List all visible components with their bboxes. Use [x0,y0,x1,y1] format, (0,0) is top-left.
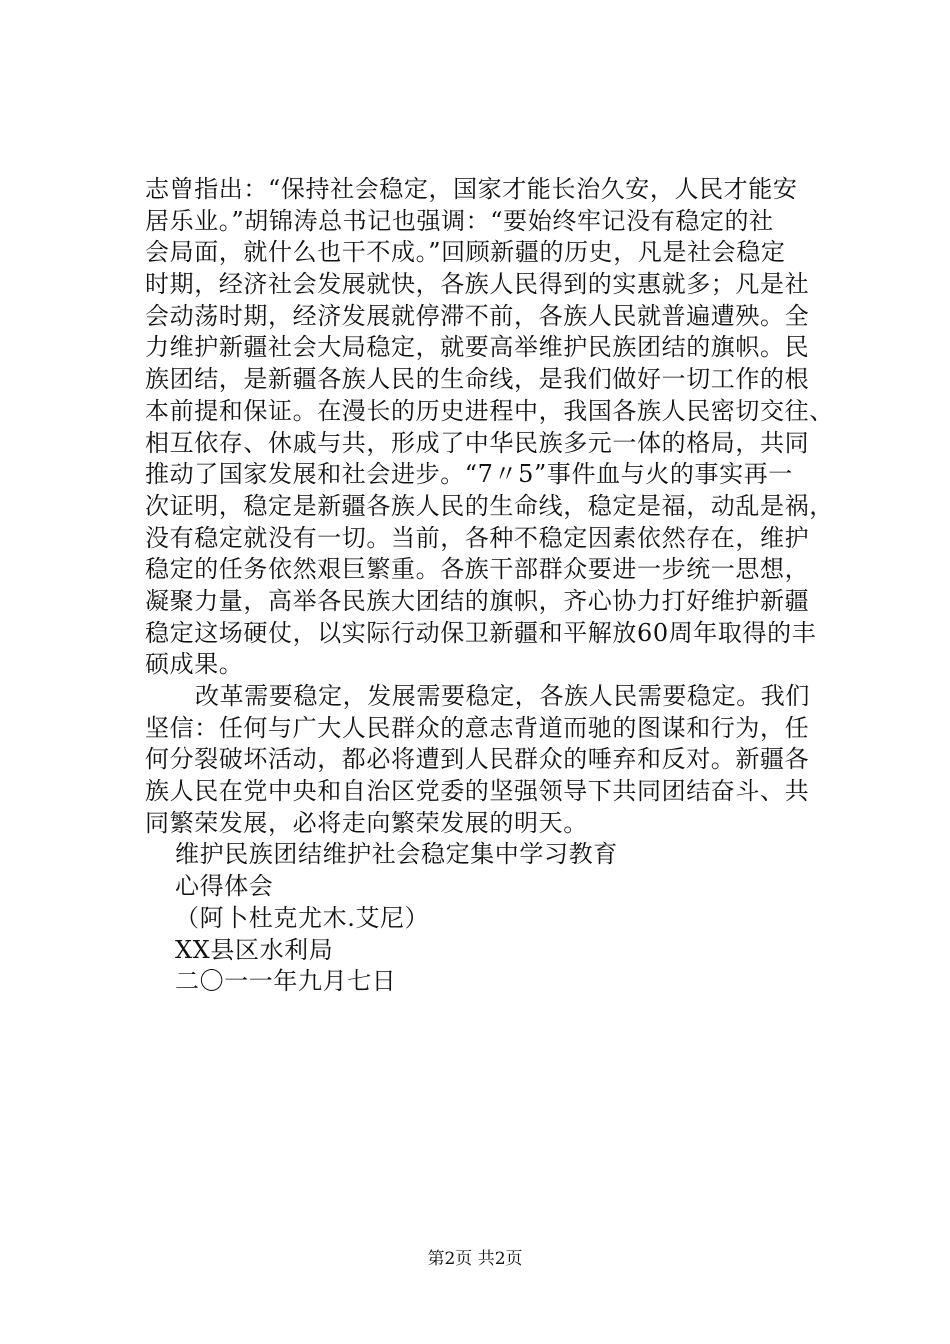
page-number-footer: 第2页 共2页 [427,1249,523,1269]
text-line: 凝聚力量，高举各民族大团结的旗帜，齐心协力打好维护新疆 [145,586,810,615]
text-line: 没有稳定就没有一切。当前，各种不稳定因素依然存在，维护 [145,523,810,552]
document-body [145,174,835,998]
paragraph-first-line: 改革需要稳定，发展需要稳定，各族人民需要稳定。我们 [195,682,810,710]
signature-organization: XX县区水利局 [175,935,334,964]
text-line: 力维护新疆社会大局稳定，就要高举维护民族团结的旗帜。民 [145,333,810,362]
text-line: 稳定的任务依然艰巨繁重。各族干部群众要进一步统一思想， [145,555,810,584]
text-line: 会动荡时期，经济发展就停滞不前，各族人民就普遍遭殃。全 [145,301,810,330]
signature-subtitle: 心得体会 [175,872,274,901]
text-line: 相互依存、休戚与共，形成了中华民族多元一体的格局，共同 [145,428,810,457]
text-line: 居乐业。”胡锦涛总书记也强调：“要始终牢记没有稳定的社 [145,206,774,235]
text-line: 稳定这场硬仗，以实际行动保卫新疆和平解放60周年取得的丰 [145,618,817,647]
text-line: 次证明，稳定是新疆各族人民的生命线，稳定是福，动乱是祸， [145,491,834,520]
signature-author: （阿卜杜克尤木.艾尼） [175,903,430,932]
text-line: 何分裂破坏活动，都必将遭到人民群众的唾弃和反对。新疆各 [145,745,810,774]
text-line: 坚信：任何与广大人民群众的意志背道而驰的图谋和行为，任 [145,713,810,742]
text-line: 本前提和保证。在漫长的历史进程中，我国各族人民密切交往、 [145,396,834,425]
signature-date: 二〇一一年九月七日 [175,967,397,996]
text-line: 志曾指出：“保持社会稳定，国家才能长治久安，人民才能安 [145,175,798,203]
text-line: 硕成果。 [145,650,244,679]
text-line: 族人民在党中央和自治区党委的坚强领导下共同团结奋斗、共 [145,777,810,806]
text-line: 族团结，是新疆各族人民的生命线，是我们做好一切工作的根 [145,365,810,394]
text-line: 同繁荣发展，必将走向繁荣发展的明天。 [145,808,588,837]
text-line: 推动了国家发展和社会进步。“7〃5”事件血与火的事实再一 [145,460,793,489]
text-line: 会局面，就什么也干不成。”回顾新疆的历史，凡是社会稳定 [145,238,786,267]
signature-title: 维护民族团结维护社会稳定集中学习教育 [175,840,618,869]
text-line: 时期，经济社会发展就快，各族人民得到的实惠就多；凡是社 [145,270,810,299]
